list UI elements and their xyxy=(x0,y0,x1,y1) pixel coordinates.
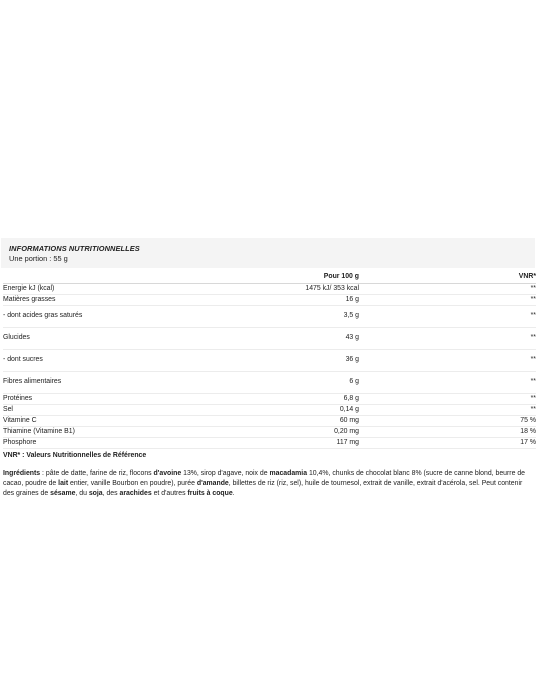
header-empty xyxy=(3,268,289,284)
ingredients-label: Ingrédients xyxy=(3,470,41,477)
table-row xyxy=(3,416,536,427)
row-vnr: ** xyxy=(359,306,536,328)
portion-size: Une portion : 55 g xyxy=(9,254,68,263)
ingredients-text xyxy=(3,469,533,499)
row-value: 6,8 g xyxy=(289,394,359,405)
row-vnr: ** xyxy=(359,394,536,405)
vnr-footnote: VNR* : Valeurs Nutritionnelles de Référence xyxy=(3,452,147,459)
table-row xyxy=(3,295,536,306)
row-value: 43 g xyxy=(289,328,359,350)
nutrition-title: INFORMATIONS NUTRITIONNELLES xyxy=(9,244,140,253)
row-label: Protéines xyxy=(3,394,289,405)
row-value: 36 g xyxy=(289,350,359,372)
row-label: Glucides xyxy=(3,328,289,350)
table-row xyxy=(3,328,536,350)
allergen-sesame: sésame xyxy=(50,490,76,497)
table-header-row xyxy=(3,268,536,284)
nutrition-table xyxy=(3,268,536,449)
row-value: 0,14 g xyxy=(289,405,359,416)
allergen-oats: d'avoine xyxy=(153,470,182,477)
row-value: 1475 kJ/ 353 kcal xyxy=(289,284,359,295)
ingredients-part: et d'autres xyxy=(151,490,188,497)
ingredients-part: , du xyxy=(75,490,89,497)
table-row xyxy=(3,372,536,394)
row-label: Thiamine (Vitamine B1) xyxy=(3,427,289,438)
table-row xyxy=(3,438,536,449)
allergen-soy: soja xyxy=(88,490,103,497)
ingredients-part: 13%, sirop d'agave, noix de xyxy=(181,470,270,477)
allergen-almond: d'amande xyxy=(196,480,229,487)
row-label: Matières grasses xyxy=(3,295,289,306)
row-label: Fibres alimentaires xyxy=(3,372,289,394)
row-value: 60 mg xyxy=(289,416,359,427)
ingredients-part: , des xyxy=(102,490,120,497)
row-vnr: 18 % xyxy=(359,427,536,438)
allergen-milk: lait xyxy=(58,480,69,487)
ingredients-part: entier, vanille Bourbon en poudre), purée xyxy=(68,480,197,487)
row-label: - dont acides gras saturés xyxy=(3,306,289,328)
ingredients-part: . xyxy=(232,490,235,497)
row-value: 6 g xyxy=(289,372,359,394)
row-vnr: ** xyxy=(359,350,536,372)
row-vnr: ** xyxy=(359,372,536,394)
header-vnr: VNR* xyxy=(359,268,536,284)
table-row xyxy=(3,405,536,416)
row-label: Vitamine C xyxy=(3,416,289,427)
row-vnr: ** xyxy=(359,295,536,306)
nutrition-header xyxy=(1,238,535,268)
row-vnr: 17 % xyxy=(359,438,536,449)
row-label: Energie kJ (kcal) xyxy=(3,284,289,295)
nutrition-panel xyxy=(0,238,540,499)
row-value: 0,20 mg xyxy=(289,427,359,438)
table-row xyxy=(3,350,536,372)
row-vnr: 75 % xyxy=(359,416,536,427)
allergen-tree-nuts: fruits à coque xyxy=(187,490,233,497)
row-label: Sel xyxy=(3,405,289,416)
ingredients-part: , billettes de riz (riz, sel), huile de tournesol, extrait de vanille, extrait d'acérola, sel. Peut contenir des graines de xyxy=(3,480,523,497)
table-row xyxy=(3,306,536,328)
row-vnr: ** xyxy=(359,284,536,295)
table-row xyxy=(3,394,536,405)
allergen-macadamia: macadamia xyxy=(269,470,308,477)
table-row xyxy=(3,284,536,295)
row-label: - dont sucres xyxy=(3,350,289,372)
ingredients-part: 10,4%, chunks de chocolat blanc 8% (sucre de canne blond, beurre de cacao, poudre de xyxy=(3,470,526,487)
row-vnr: ** xyxy=(359,328,536,350)
header-per-100g: Pour 100 g xyxy=(289,268,359,284)
row-value: 117 mg xyxy=(289,438,359,449)
allergen-peanuts: arachides xyxy=(119,490,152,497)
table-row xyxy=(3,427,536,438)
row-value: 16 g xyxy=(289,295,359,306)
row-value: 3,5 g xyxy=(289,306,359,328)
row-label: Phosphore xyxy=(3,438,289,449)
row-vnr: ** xyxy=(359,405,536,416)
ingredients-part: : pâte de datte, farine de riz, flocons xyxy=(40,470,154,477)
